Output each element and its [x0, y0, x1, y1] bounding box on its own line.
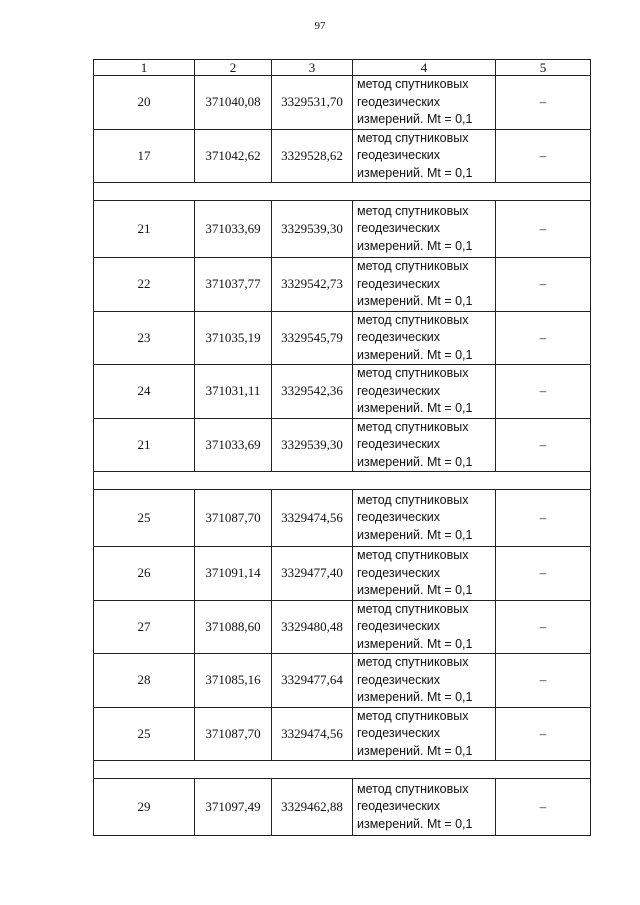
point-number-cell: 25 [94, 707, 195, 761]
y-coordinate-cell: 3329477,64 [272, 654, 353, 708]
note-cell: – [496, 600, 591, 654]
table-row [94, 201, 591, 258]
method-line: измерений. Mt = 0,1 [357, 165, 473, 180]
note-cell: – [496, 365, 591, 419]
note-cell: – [496, 418, 591, 472]
method-line: геодезических [357, 672, 441, 687]
x-coordinate-cell: 371087,70 [195, 707, 272, 761]
method-line: измерений. Mt = 0,1 [357, 583, 473, 597]
coordinates-table [93, 59, 591, 836]
method-line: метод спутниковых [357, 312, 469, 327]
method-line: метод спутниковых [357, 655, 469, 669]
method-line: метод спутниковых [357, 203, 469, 218]
method-cell [353, 654, 496, 708]
table-row [94, 707, 591, 761]
y-coordinate-cell: 3329462,88 [272, 779, 353, 836]
x-coordinate-cell: 371088,60 [195, 600, 272, 654]
method-line: метод спутниковых [357, 492, 469, 507]
method-line: метод спутниковых [357, 781, 469, 796]
y-coordinate-cell: 3329474,56 [272, 490, 353, 547]
x-coordinate-cell: 371097,49 [195, 779, 272, 836]
method-cell [353, 365, 496, 419]
y-coordinate-cell: 3329480,48 [272, 600, 353, 654]
y-coordinate-cell: 3329542,73 [272, 258, 353, 312]
point-number-cell: 26 [94, 547, 195, 601]
note-cell: – [496, 779, 591, 836]
method-line: измерений. Mt = 0,1 [357, 401, 473, 415]
x-coordinate-cell: 371033,69 [195, 418, 272, 472]
table-row [94, 129, 591, 183]
point-number-cell: 17 [94, 129, 195, 183]
method-line: измерений. Mt = 0,1 [357, 527, 473, 542]
table-row [94, 418, 591, 472]
y-coordinate-cell: 3329539,30 [272, 201, 353, 258]
method-line: метод спутниковых [357, 708, 469, 723]
method-line: геодезических [357, 799, 441, 814]
x-coordinate-cell: 371085,16 [195, 654, 272, 708]
method-line: метод спутниковых [357, 259, 469, 273]
method-line: измерений. Mt = 0,1 [357, 112, 473, 126]
header-cell: 1 [94, 60, 195, 76]
point-number-cell: 25 [94, 490, 195, 547]
table-row [94, 258, 591, 312]
method-cell [353, 707, 496, 761]
header-row [94, 60, 591, 76]
method-cell [353, 201, 496, 258]
separator-row [94, 472, 591, 490]
method-line: геодезических [357, 726, 441, 740]
method-cell [353, 129, 496, 183]
method-line: измерений. Mt = 0,1 [357, 347, 473, 362]
method-line: измерений. Mt = 0,1 [357, 636, 473, 651]
table-row [94, 490, 591, 547]
separator-row [94, 761, 591, 779]
y-coordinate-cell: 3329531,70 [272, 76, 353, 130]
separator-cell [94, 761, 591, 779]
note-cell: – [496, 311, 591, 365]
x-coordinate-cell: 371040,08 [195, 76, 272, 130]
note-cell: – [496, 490, 591, 547]
method-line: измерений. Mt = 0,1 [357, 816, 473, 831]
header-cell: 2 [195, 60, 272, 76]
method-line: геодезических [357, 510, 441, 525]
y-coordinate-cell: 3329545,79 [272, 311, 353, 365]
note-cell: – [496, 201, 591, 258]
point-number-cell: 24 [94, 365, 195, 419]
point-number-cell: 29 [94, 779, 195, 836]
table-row [94, 76, 591, 130]
method-cell [353, 76, 496, 130]
x-coordinate-cell: 371087,70 [195, 490, 272, 547]
table-row [94, 779, 591, 836]
y-coordinate-cell: 3329528,62 [272, 129, 353, 183]
point-number-cell: 28 [94, 654, 195, 708]
method-line: геодезических [357, 565, 441, 580]
y-coordinate-cell: 3329474,56 [272, 707, 353, 761]
page-number: 97 [314, 20, 326, 32]
point-number-cell: 23 [94, 311, 195, 365]
method-line: геодезических [357, 619, 441, 633]
method-line: метод спутниковых [357, 601, 469, 616]
y-coordinate-cell: 3329539,30 [272, 418, 353, 472]
method-line: геодезических [357, 437, 441, 451]
y-coordinate-cell: 3329542,36 [272, 365, 353, 419]
table-body [94, 60, 591, 836]
method-cell [353, 258, 496, 312]
method-line: метод спутниковых [357, 548, 469, 562]
note-cell: – [496, 547, 591, 601]
method-cell [353, 600, 496, 654]
method-cell [353, 311, 496, 365]
x-coordinate-cell: 371033,69 [195, 201, 272, 258]
method-line: измерений. Mt = 0,1 [357, 454, 473, 469]
header-cell: 3 [272, 60, 353, 76]
point-number-cell: 21 [94, 201, 195, 258]
method-line: геодезических [357, 221, 441, 236]
method-line: измерений. Mt = 0,1 [357, 238, 473, 253]
note-cell: – [496, 129, 591, 183]
separator-cell [94, 183, 591, 201]
x-coordinate-cell: 371091,14 [195, 547, 272, 601]
method-line: геодезических [357, 330, 441, 344]
x-coordinate-cell: 371031,11 [195, 365, 272, 419]
separator-row [94, 183, 591, 201]
method-line: геодезических [357, 276, 441, 291]
method-line: геодезических [357, 148, 441, 162]
method-line: метод спутниковых [357, 419, 469, 434]
point-number-cell: 20 [94, 76, 195, 130]
table-row [94, 600, 591, 654]
method-line: метод спутниковых [357, 77, 469, 91]
point-number-cell: 22 [94, 258, 195, 312]
method-cell [353, 490, 496, 547]
point-number-cell: 21 [94, 418, 195, 472]
separator-cell [94, 472, 591, 490]
method-line: измерений. Mt = 0,1 [357, 294, 473, 308]
x-coordinate-cell: 371037,77 [195, 258, 272, 312]
note-cell: – [496, 76, 591, 130]
method-cell [353, 418, 496, 472]
header-cell: 5 [496, 60, 591, 76]
y-coordinate-cell: 3329477,40 [272, 547, 353, 601]
method-line: измерений. Mt = 0,1 [357, 743, 473, 758]
header-cell: 4 [353, 60, 496, 76]
method-line: геодезических [357, 383, 441, 398]
note-cell: – [496, 707, 591, 761]
method-cell [353, 547, 496, 601]
note-cell: – [496, 258, 591, 312]
method-cell [353, 779, 496, 836]
table-row [94, 547, 591, 601]
method-line: геодезических [357, 94, 441, 109]
point-number-cell: 27 [94, 600, 195, 654]
method-line: метод спутниковых [357, 130, 469, 145]
table-row [94, 365, 591, 419]
note-cell: – [496, 654, 591, 708]
table-row [94, 311, 591, 365]
method-line: измерений. Mt = 0,1 [357, 690, 473, 704]
x-coordinate-cell: 371035,19 [195, 311, 272, 365]
x-coordinate-cell: 371042,62 [195, 129, 272, 183]
method-line: метод спутниковых [357, 366, 469, 380]
table-row [94, 654, 591, 708]
